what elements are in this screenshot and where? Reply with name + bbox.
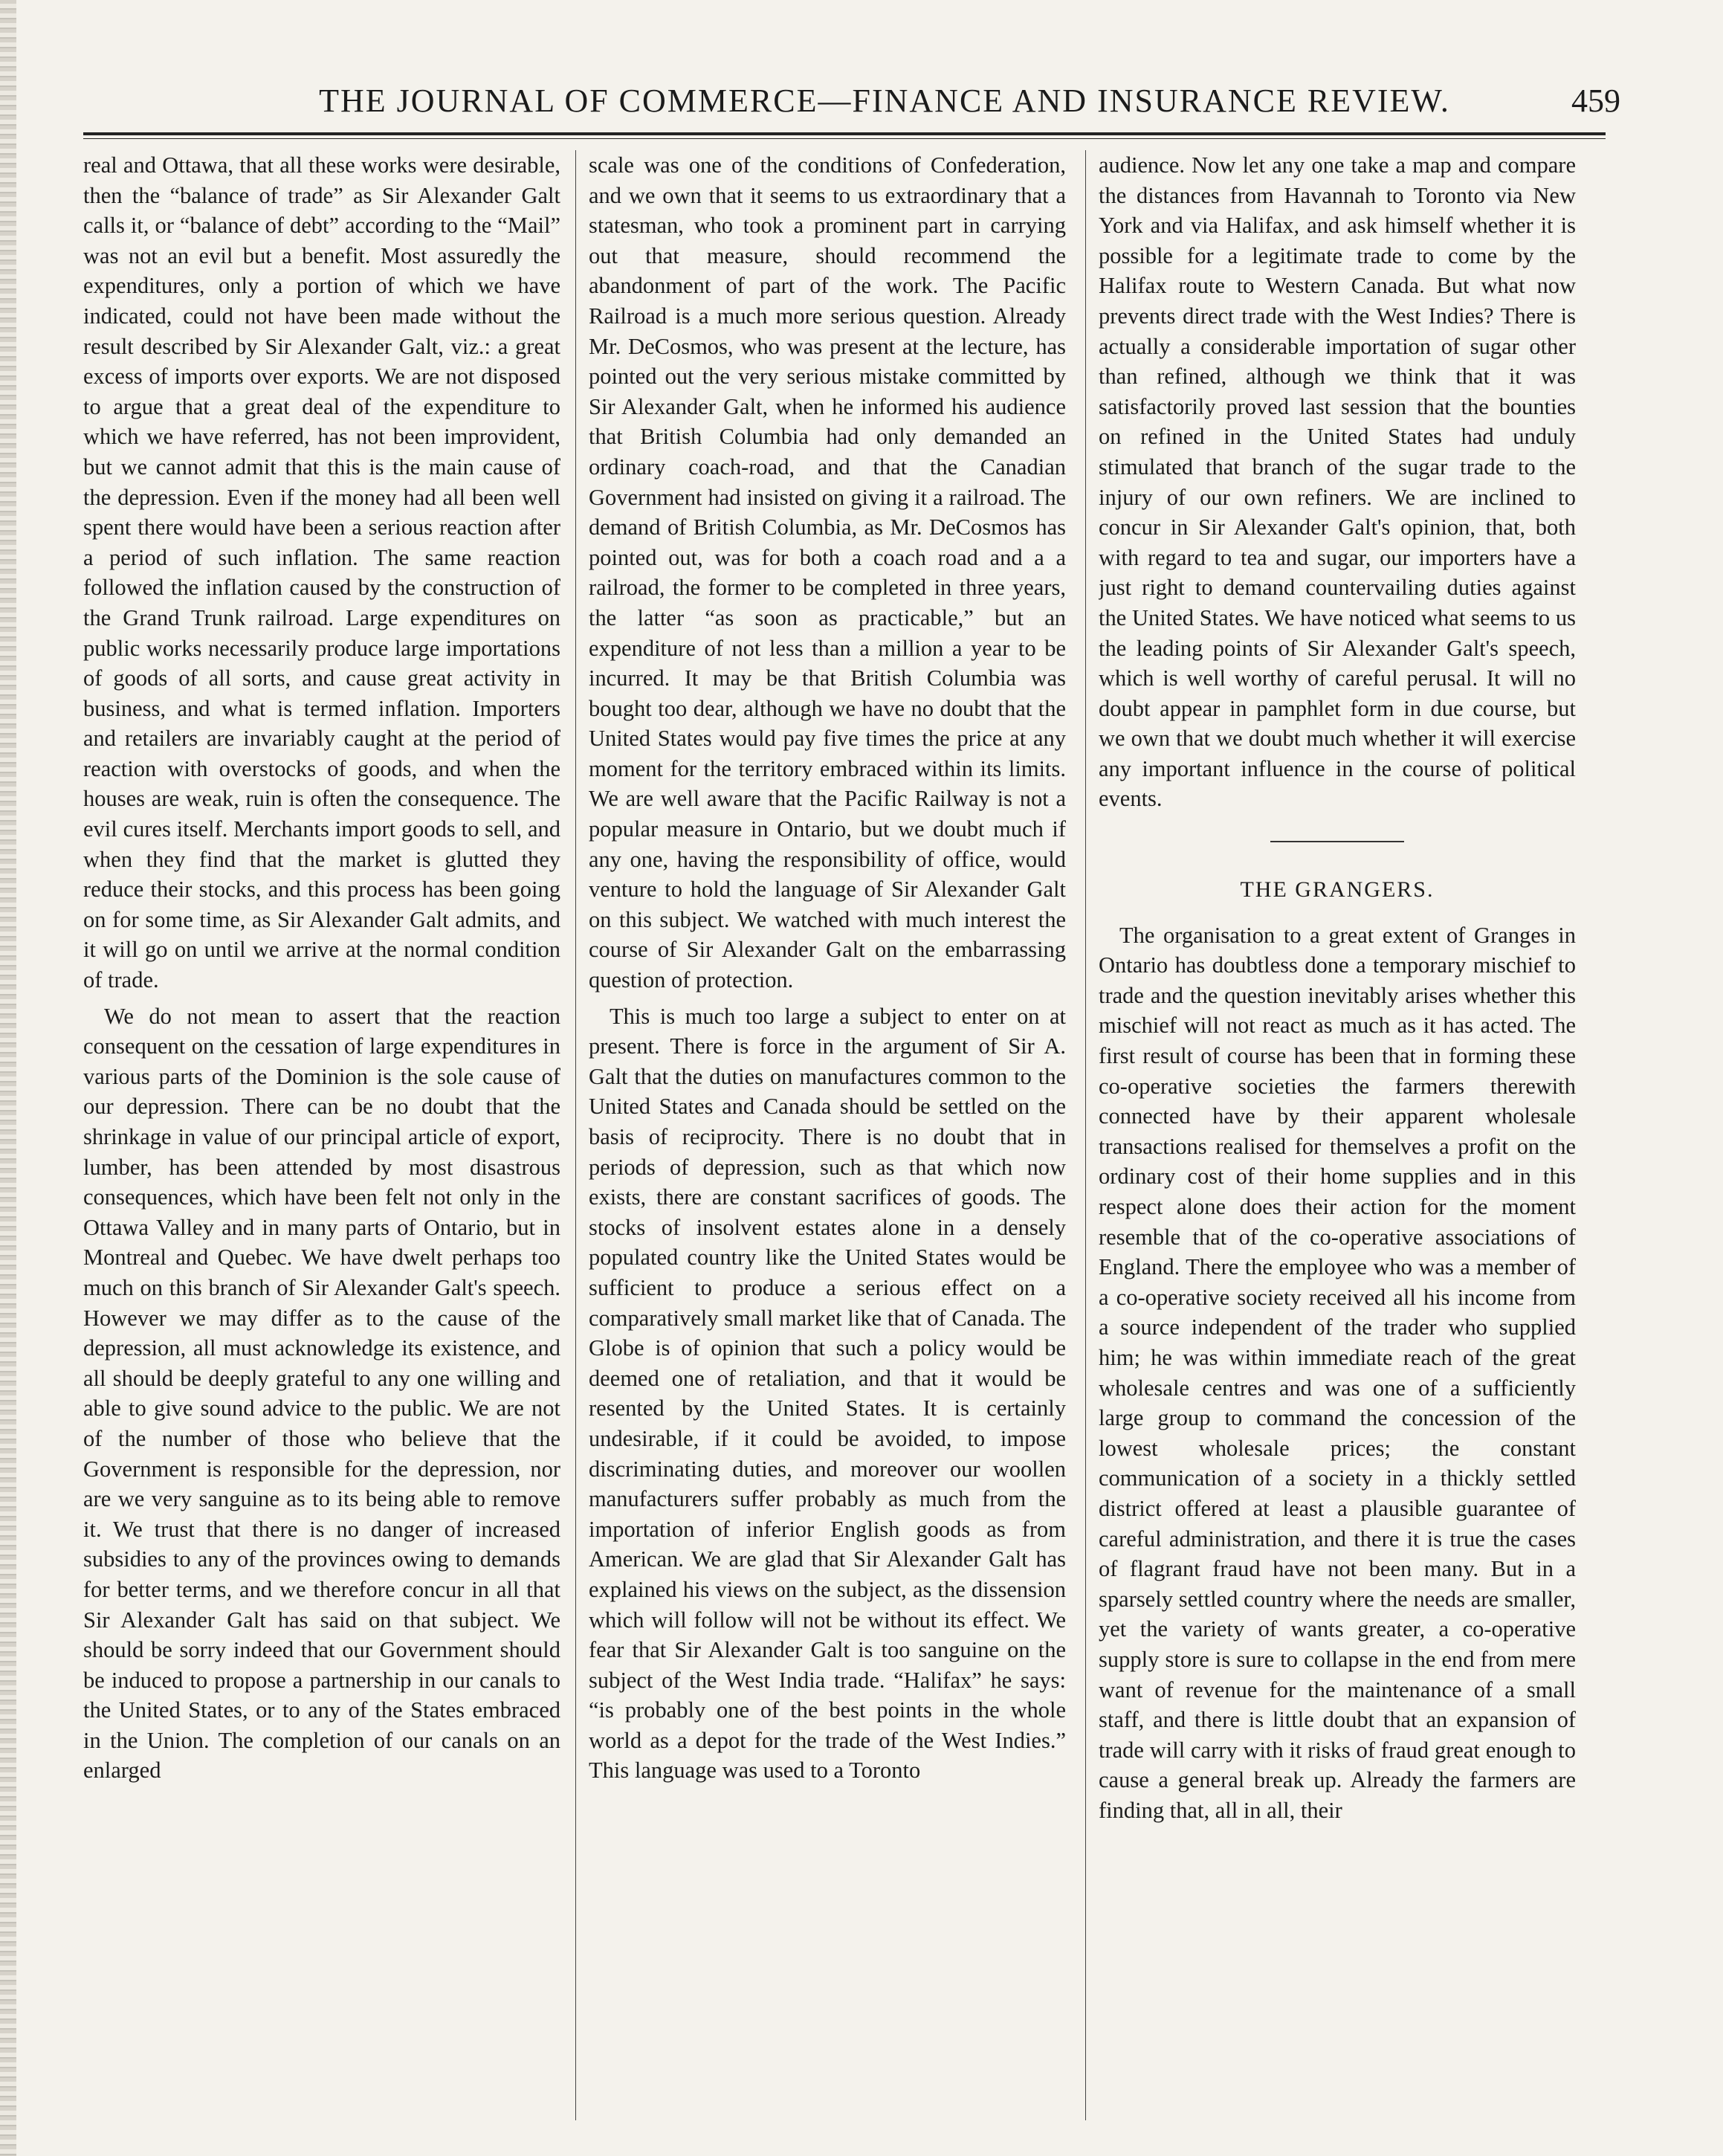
paragraph: real and Ottawa, that all these works were desirable, then the “balance of trade” as Sir Alexander Galt calls it, or “balance of debt” according to the “Mail” was not an evil but a benefit. Most assuredly the expenditures, only a portion of which we have indicated, could not have been made without the result described by Sir Alexander Galt, viz.: a great excess of imports over exports. We are not disposed to argue that a great deal of the expenditure to which we have referred, has not been improvident, but we cannot admit that this is the main cause of the depression. Even if the money had all been well spent there would have been a serious reaction after a period of such inflation. The same reaction followed the inflation caused by the construction of the Grand Trunk railroad. Large expenditures on public works necessarily produce large importations of goods of all sorts, and cause great activity in business, and what is termed inflation. Importers and retailers are invariably caught at the period of reaction with overstocks of goods, and when the houses are weak, ruin is often the consequence. The evil cures itself. Merchants import goods to sell, and when they find that the market is glutted they reduce their stocks, and this process has been going on for some time, as Sir Alexander Galt admits, and it will go on until we arrive at the normal condition of trade.: [83, 152, 560, 993]
paragraph: audience. Now let any one take a map and compare the distances from Havannah to Toronto via New York and via Halifax, and ask himself whether it is possible for a legitimate trade to come by the Halifax route to Western Canada. But what now prevents direct trade with the West Indies? There is actually a considerable importation of sugar other than refined, although we think that it was satisfactorily proved last session that the bounties on refined in the United States had unduly stimulated that branch of the sugar trade to the injury of our own refiners. We are inclined to concur in Sir Alexander Galt's opinion, that, both with regard to tea and sugar, our importers have a just right to demand countervailing duties against the United States. We have noticed what seems to us the leading points of Sir Alexander Galt's speech, which is well worthy of careful perusal. It will no doubt appear in pamphlet form in due course, but we own that we doubt much whether it will exercise any important influence in the course of political events.: [1099, 152, 1576, 812]
paragraph: scale was one of the conditions of Confederation, and we own that it seems to us extraordinary that a statesman, who took a prominent part in carrying out that measure, should recommend the abandonment of part of the work. The Pacific Railroad is a much more serious question. Already Mr. DeCosmos, who was present at the lecture, has pointed out the very serious mistake committed by Sir Alexander Galt, when he informed his audience that British Columbia had only demanded an ordinary coach-road, and that the Canadian Government had insisted on giving it a railroad. The demand of British Columbia, as Mr. DeCosmos has pointed out, was for both a coach road and a a railroad, the former to be completed in three years, the latter “as soon as practicable,” but an expenditure of not less than a million a year to be incurred. It may be that British Columbia was bought too dear, although we have no doubt that the United States would pay five times the price at any moment for the territory embraced within its limits. We are well aware that the Pacific Railway is not a popular measure in Ontario, but we doubt much if any one, having the responsibility of office, would venture to hold the language of Sir Alexander Galt on this subject. We watched with much interest the course of Sir Alexander Galt on the embarrassing question of protection.: [589, 152, 1066, 993]
journal-title: THE JOURNAL OF COMMERCE—FINANCE AND INSURANCE REVIEW.: [319, 83, 1450, 119]
section-heading: THE GRANGERS.: [1240, 877, 1435, 903]
section-rule: [1270, 841, 1404, 842]
column-divider: [575, 150, 576, 2120]
page-header: [74, 79, 1620, 131]
paragraph: We do not mean to assert that the reaction consequent on the cessation of large expenditures in various parts of the Dominion is the sole cause of our depression. There can be no doubt that the shrinkage in value of our principal article of export, lumber, has been attended by most disastrous consequences, which have been felt not only in the Ottawa Valley and in many parts of Ontario, but in Montreal and Quebec. We have dwelt perhaps too much on this branch of Sir Alexander Galt's speech. However we may differ as to the cause of the depression, all must acknowledge its existence, and all should be deeply grateful to any one willing and able to give sound advice to the public. We are not of the number of those who believe that the Government is responsible for the depression, nor are we very sanguine as to its being able to remove it. We trust that there is no danger of increased subsidies to any of the provinces owing to demands for better terms, and we therefore concur in all that Sir Alexander Galt has said on that subject. We should be sorry indeed that our Government should be induced to propose a partnership in our canals to the United States, or to any of the States embraced in the Union. The completion of our canals on an enlarged: [83, 1003, 560, 1784]
binding-edge: [0, 0, 16, 2156]
column-3: [1099, 150, 1576, 2120]
paragraph: The organisation to a great extent of Granges in Ontario has doubtless done a temporary mischief to trade and the question inevitably arises whether this mischief will not react as much as it has acted. The first result of course has been that in forming these co-operative societies the farmers therewith connected have by their apparent wholesale transactions realised for themselves a profit on the ordinary cost of their home supplies and in this respect alone does their action for the moment resemble that of the co-operative associations of England. There the employee who was a member of a co-operative society received all his income from a source independent of the trader who supplied him; he was within immediate reach of the great wholesale centres and was one of a sufficiently large group to command the concession of the lowest wholesale prices; the constant communication of a society in a thickly settled district offered at least a plausible guarantee of careful administration, and there it is true the cases of flagrant fraud have not been many. But in a sparsely settled country where the needs are smaller, yet the variety of wants greater, a co-operative supply store is sure to collapse in the end from mere want of revenue for the maintenance of a small staff, and there is little doubt that an expansion of trade will carry with it risks of fraud great enough to cause a general break up. Already the farmers are finding that, all in all, their: [1099, 922, 1576, 1823]
header-rule: [83, 132, 1606, 139]
paragraph: This is much too large a subject to enter on at present. There is force in the argument of Sir A. Galt that the duties on manufactures common to the United States and Canada should be settled on the basis of reciprocity. There is no doubt that in periods of depression, such as that which now exists, there are constant sacrifices of goods. The stocks of insolvent estates alone in a densely populated country like the United States would be sufficient to produce a serious effect on a comparatively small market like that of Canada. The Globe is of opinion that such a policy would be deemed one of retaliation, and that it would be resented by the United States. It is certainly undesirable, if it could be avoided, to impose discriminating duties, and moreover our woollen manufacturers suffer probably as much from the importation of inferior English goods as from American. We are glad that Sir Alexander Galt has explained his views on the subject, as the dissension which will follow will not be without its effect. We fear that Sir Alexander Galt is too sanguine on the subject of the West India trade. “Halifax” he says: “is probably one of the best points in the whole world as a depot for the trade of the West Indies.” This language was used to a Toronto: [589, 1003, 1066, 1784]
column-divider: [1085, 150, 1086, 2120]
column-1: [83, 150, 560, 2120]
page-number: 459: [1571, 83, 1620, 119]
column-2: [589, 150, 1066, 2120]
